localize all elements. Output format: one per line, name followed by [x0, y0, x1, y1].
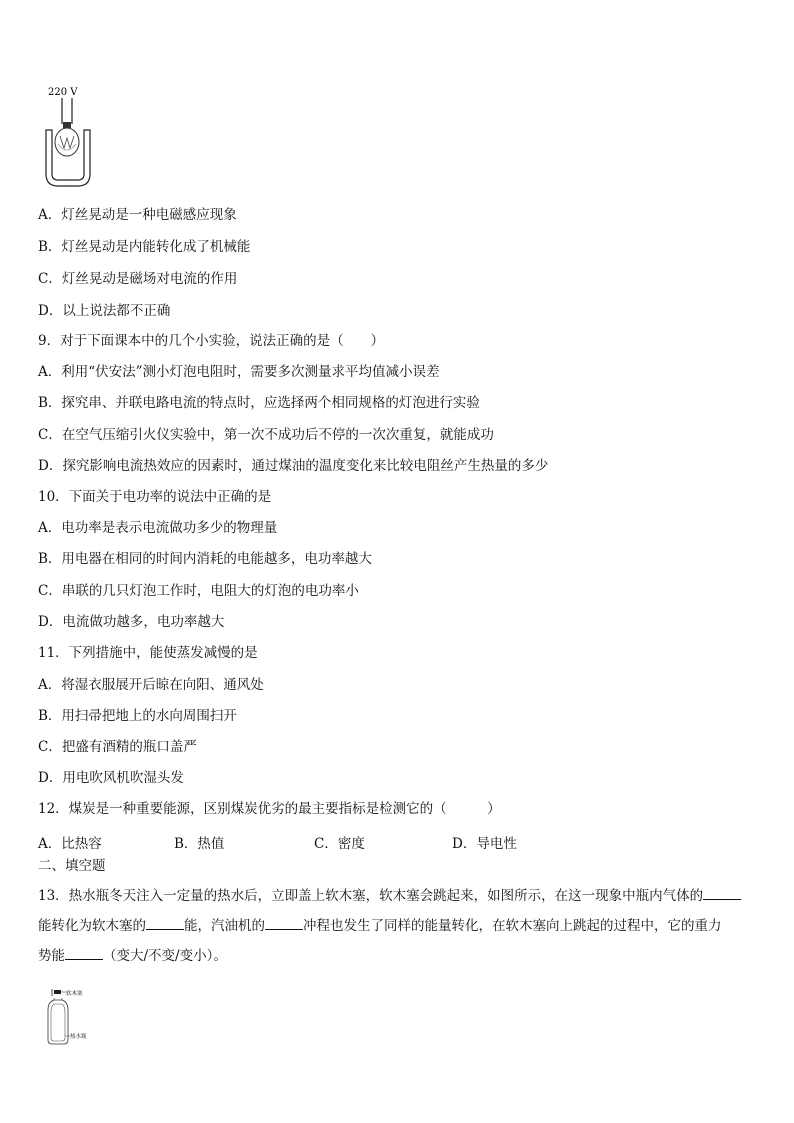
q12-option-d: D．导电性 [452, 836, 517, 852]
filament [60, 136, 74, 148]
bulb-base [63, 122, 71, 128]
q11-option-a: A．将湿衣服展开后晾在向阳、通风处 [38, 677, 264, 693]
q10-option-b: B．用电器在相同的时间内消耗的电能越多，电功率越大 [38, 551, 372, 567]
q13-line-3 [38, 946, 227, 965]
q9-option-a: A．利用“伏安法”测小灯泡电阻时，需要多次测量求平均值减小误差 [38, 364, 440, 380]
blank-2 [146, 916, 184, 930]
q9-option-d: D．探究影响电流热效应的因素时，通过煤油的温度变化来比较电阻丝产生热量的多少 [38, 458, 549, 474]
q13-text-3a: 势能 [38, 948, 65, 964]
bulb-glass [55, 128, 79, 156]
q13-line-1 [38, 886, 741, 905]
q11-option-d: D．用电吹风机吹湿头发 [38, 770, 184, 786]
q13-line-2 [38, 916, 722, 935]
q8-option-c: C．灯丝晃动是磁场对电流的作用 [38, 271, 238, 287]
q13-text-2c: 冲程也发生了同样的能量转化，在软木塞向上跳起的过程中，它的重力 [303, 918, 722, 934]
q9-stem: 9．对于下面课本中的几个小实验，说法正确的是（ ） [38, 333, 385, 349]
q11-stem: 11．下列措施中，能使蒸发减慢的是 [38, 645, 258, 661]
cork-label: 软木塞 [66, 991, 83, 997]
u-magnet [46, 130, 90, 186]
q12-option-a: A．比热容 [38, 836, 102, 852]
q10-option-c: C．串联的几只灯泡工作时，电阻大的灯泡的电功率小 [38, 583, 359, 599]
q12-option-c: C．密度 [314, 836, 365, 852]
bottle-inner [51, 1004, 65, 1041]
q12-option-b: B．热值 [174, 836, 225, 852]
q9-option-c: C．在空气压缩引火仪实验中，第一次不成功后不停的一次次重复，就能成功 [38, 427, 494, 443]
blank-3 [265, 916, 303, 930]
q8-option-d: D．以上说法都不正确 [38, 303, 171, 319]
q13-text-3b: （变大/不变/变小）。 [103, 948, 227, 964]
q8-option-b: B．灯丝晃动是内能转化成了机械能 [38, 239, 251, 255]
bottle-label: 热水瓶 [70, 1034, 87, 1040]
q13-text-1: 13．热水瓶冬天注入一定量的热水后，立即盖上软木塞，软木塞会跳起来，如图所示，在这一现象中瓶内气体的 [38, 888, 704, 904]
q10-stem: 10．下面关于电功率的说法中正确的是 [38, 489, 272, 505]
q13-text-2b: 能，汽油机的 [184, 918, 265, 934]
voltage-label: 220 V [48, 87, 78, 98]
q10-option-d: D．电流做功越多，电功率越大 [38, 614, 225, 630]
q12-stem: 12．煤炭是一种重要能源，区别煤炭优劣的最主要指标是检测它的（ ） [38, 801, 501, 817]
q11-option-b: B．用扫帚把地上的水向周围扫开 [38, 708, 237, 724]
q8-option-a: A．灯丝晃动是一种电磁感应现象 [38, 207, 237, 223]
bulb-magnet-figure [42, 84, 94, 190]
q10-option-a: A．电功率是表示电流做功多少的物理量 [38, 520, 278, 536]
q13-text-2a: 能转化为软木塞的 [38, 918, 146, 934]
thermos-figure [42, 988, 102, 1046]
cork [54, 990, 61, 994]
q9-option-b: B．探究串、并联电路电流的特点时，应选择两个相同规格的灯泡进行实验 [38, 395, 480, 411]
blank-1 [703, 886, 741, 900]
blank-4 [65, 946, 103, 960]
section-title: 二、填空题 [38, 858, 106, 874]
q11-option-c: C．把盛有酒精的瓶口盖严 [38, 739, 197, 755]
